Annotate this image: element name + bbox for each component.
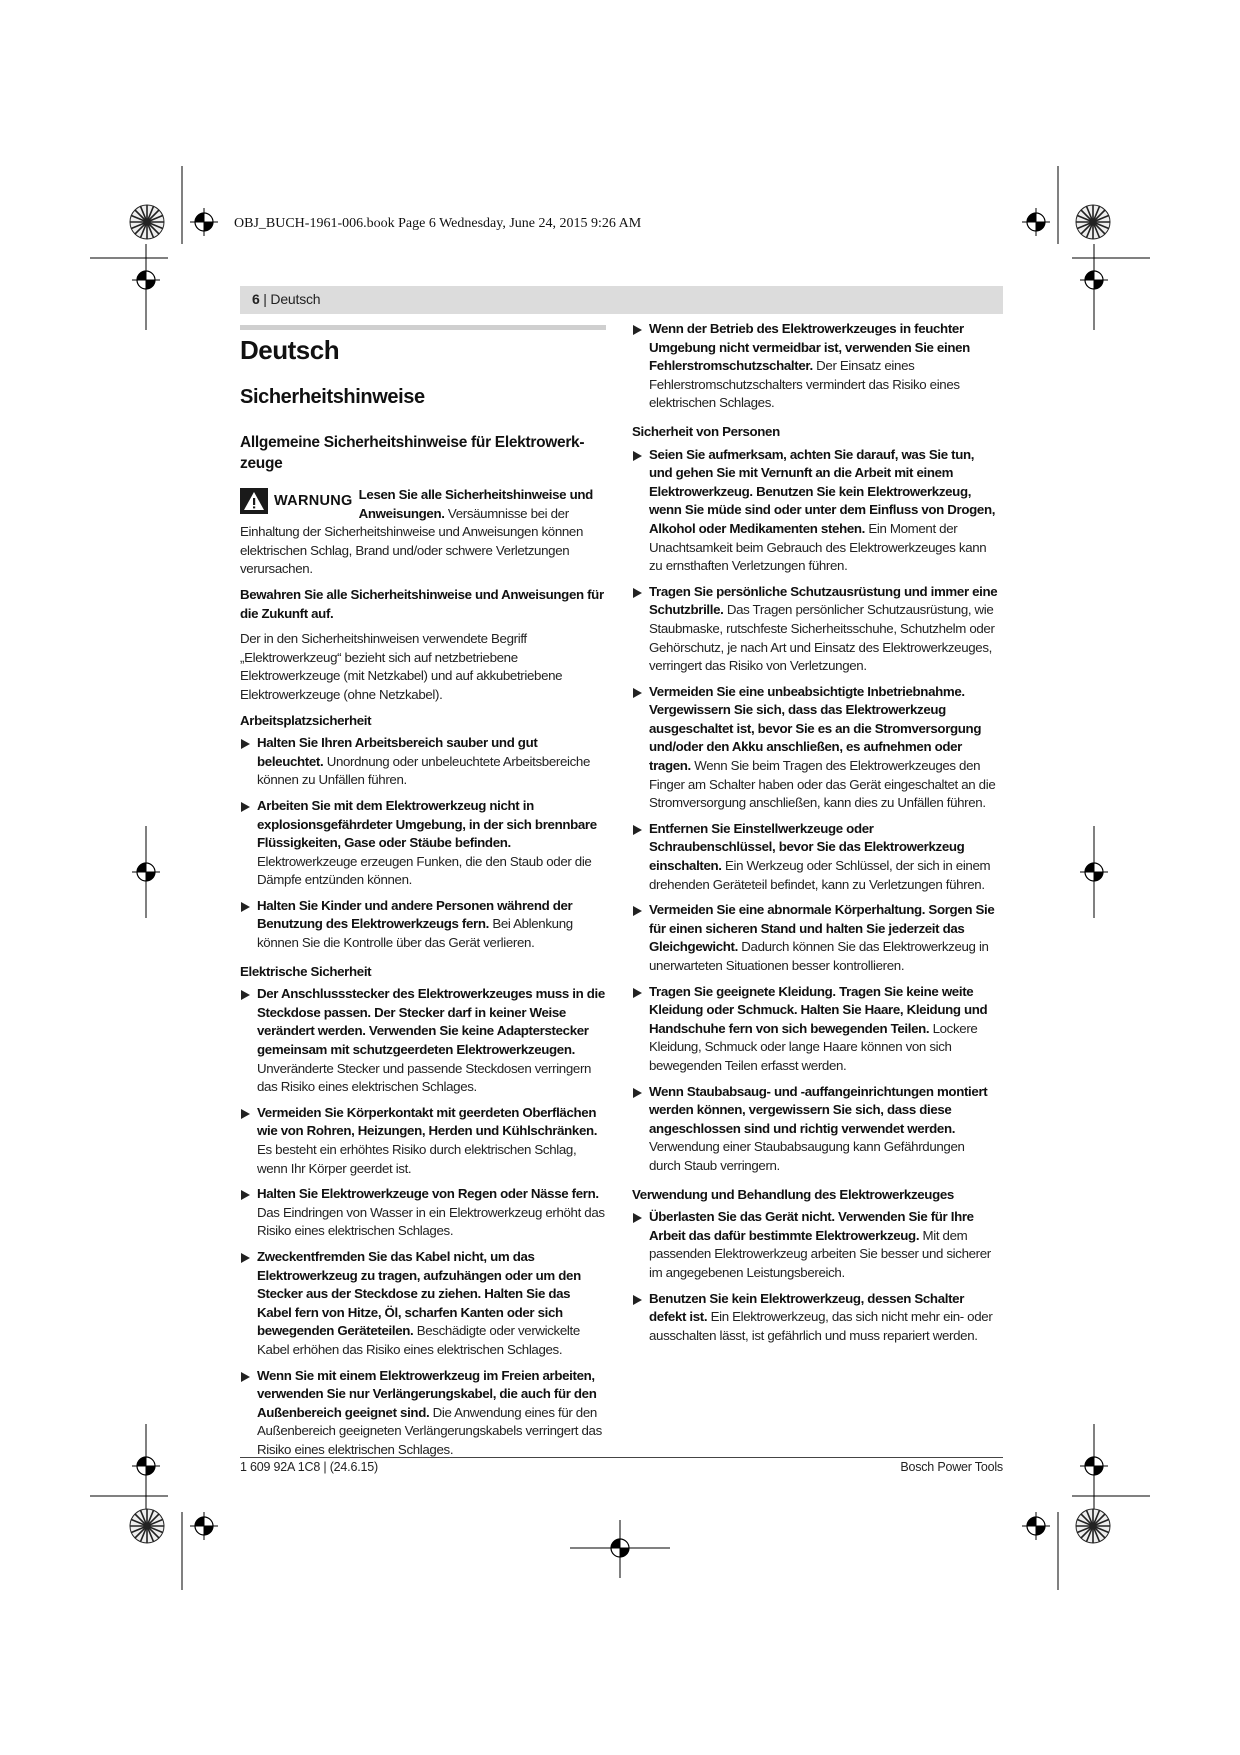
item-bold-text: Seien Sie aufmerksam, achten Sie darauf, was Sie tun, und gehen Sie mit Vernunft an die Arbeit mit einem Elektrowerkzeug. Benutzen Sie kein Elektrowerkzeug, wenn Sie müde sind oder unter dem Einfluss von Drogen, Alkohol oder Medikamenten stehen. (649, 446, 996, 536)
bullet-triangle-icon (633, 988, 642, 998)
item-text: Das Eindringen von Wasser in ein Elektrowerkzeug erhöht das Risiko eines elektrischen Schlages. (257, 1204, 605, 1239)
item-text: Beschädigte oder verwickelte Kabel erhöhen das Risiko eines elektrischen Schlages. (257, 1323, 580, 1357)
color-bar-star (130, 205, 164, 239)
bullet-triangle-icon (633, 1213, 642, 1223)
bullet-triangle-icon (241, 902, 250, 912)
bullet-triangle-icon (241, 1372, 250, 1382)
registration-target (1080, 1452, 1108, 1480)
item-bold-text: Entfernen Sie Einstellwerkzeuge oder Schraubenschlüssel, bevor Sie das Elektrowerkzeug einschalten. (649, 820, 965, 874)
safety-item (632, 446, 998, 576)
definition-text: Der in den Sicherheitshinweisen verwendete Begriff „Elektrowerkzeug“ bezieht sich auf netzbetriebene Elektrowerkzeuge (mit Netzkabel) und auf akkubetriebene Elektrowerkzeuge (ohne Netzkabel). (240, 631, 563, 702)
safety-item (632, 683, 998, 813)
bullet-triangle-icon (241, 739, 250, 749)
safety-item (632, 820, 998, 894)
item-text: Ein Moment der Unachtsamkeit beim Gebrauch des Elektrowerkzeuges kann zu ernsthaften Verletzungen führen. (649, 520, 987, 574)
file-slug: OBJ_BUCH-1961-006.book Page 6 Wednesday, June 24, 2015 9:26 AM (234, 216, 642, 231)
header-text (252, 291, 320, 307)
item-text: Die Anwendung eines für den Außenbereich geeigneten Verlängerungskabels verringert das Risiko eines elektrischen Schlages. (257, 1404, 602, 1457)
bullet-triangle-icon (241, 1109, 250, 1119)
item-text: Mit dem passenden Elektrowerkzeug arbeiten Sie besser und sicherer im angegebenen Leistungsbereich. (649, 1227, 991, 1280)
bullet-triangle-icon (633, 1295, 642, 1305)
safety-item (632, 983, 998, 1076)
left-column (240, 325, 606, 1467)
registration-target (1022, 208, 1050, 236)
subsection-heading: Elektrische Sicherheit (240, 963, 372, 979)
item-text: Elektrowerkzeuge erzeugen Funken, die den Staub oder die Dämpfe entzünden können. (257, 853, 592, 888)
header-separator: | (259, 291, 271, 307)
header-language: Deutsch (270, 291, 321, 307)
safety-item (240, 1248, 606, 1360)
item-bold-text: Halten Sie Kinder und andere Personen während der Benutzung des Elektrowerkzeugs fern. (257, 897, 573, 932)
page-number: 6 (252, 291, 260, 307)
safety-item (240, 985, 606, 1097)
bullet-triangle-icon (633, 588, 642, 598)
item-text: Wenn Sie beim Tragen des Elektrowerkzeuges den Finger am Schalter haben oder das Gerät eingeschaltet an die Stromversorgung anschließen, kann dies zu Unfällen führen. (649, 758, 996, 811)
item-text: Der Einsatz eines Fehlerstromschutzschalters vermindert das Risiko eines elektrischen Schlages. (649, 358, 960, 411)
running-header (240, 286, 1003, 314)
bullet-triangle-icon (633, 906, 642, 916)
safety-item (240, 1367, 606, 1460)
subsection-title: Allgemeine Sicherheitshinweise für Elektrowerk-zeuge (240, 434, 585, 472)
registration-target (606, 1534, 634, 1562)
bullet-triangle-icon (241, 1253, 250, 1263)
registration-target (190, 1512, 218, 1540)
right-column (632, 320, 998, 1352)
item-bold-text: Benutzen Sie kein Elektrowerkzeug, dessen Schalter defekt ist. (649, 1290, 965, 1325)
registration-target (1022, 1512, 1050, 1540)
subsection-heading: Arbeitsplatzsicherheit (240, 712, 372, 728)
item-bold-text: Überlasten Sie das Gerät nicht. Verwenden Sie für Ihre Arbeit das dafür bestimmte Elektrowerkzeug. (649, 1209, 974, 1243)
bullet-triangle-icon (633, 325, 642, 335)
safety-item (632, 1208, 998, 1282)
registration-target (132, 858, 160, 886)
registration-target (1080, 266, 1108, 294)
warning-bold-text: Lesen Sie alle Sicherheitshinweise und Anweisungen. (358, 487, 593, 521)
item-bold-text: Halten Sie Elektrowerkzeuge von Regen oder Nässe fern. (257, 1186, 599, 1202)
item-bold-text: Tragen Sie persönliche Schutzausrüstung und immer eine Schutzbrille. (649, 583, 998, 618)
keep-instructions: Bewahren Sie alle Sicherheitshinweise und Anweisungen für die Zukunft auf. (240, 586, 604, 621)
footer-rule (240, 1457, 1003, 1458)
registration-target (132, 1452, 160, 1480)
footer-brand: Bosch Power Tools (900, 1460, 1003, 1474)
color-bar-star (1076, 1509, 1110, 1543)
bullet-triangle-icon (633, 451, 642, 461)
item-text: Verwendung einer Staubabsaugung kann Gefährdungen durch Staub verringern. (649, 1139, 965, 1173)
warning-label: WARNUNG (274, 492, 353, 509)
item-text: Es besteht ein erhöhtes Risiko durch elektrischen Schlag, wenn Ihr Körper geerdet ist. (257, 1142, 577, 1176)
safety-item (632, 1083, 998, 1176)
item-bold-text: Wenn Staubabsaug- und -auffangeinrichtungen montiert werden können, vergewissern Sie sich, dass diese angeschlossen sind und richtig verwendet werden. (649, 1083, 988, 1136)
item-text: Ein Elektrowerkzeug, das sich nicht mehr ein- oder ausschalten lässt, ist gefährlich und muss repariert werden. (649, 1309, 993, 1343)
left-sections (240, 712, 606, 1460)
warning-triangle-icon (240, 488, 268, 514)
bullet-triangle-icon (633, 1088, 642, 1098)
item-text: Lockere Kleidung, Schmuck oder lange Haare können von sich bewegenden Teilen erfasst werden. (649, 1020, 978, 1073)
subsection-heading: Verwendung und Behandlung des Elektrowerkzeuges (632, 1186, 954, 1202)
item-bold-text: Der Anschlussstecker des Elektrowerkzeuges muss in die Steckdose passen. Der Stecker darf in keiner Weise verändert werden. Verwenden Sie keine Adapterstecker gemeinsam mit schutzgeerdeten Elektrowerkzeugen. (257, 986, 605, 1058)
warning-text: Versäumnisse bei der Einhaltung der Sicherheitshinweise und Anweisungen können elektrischen Schlag, Brand und/oder schwere Verletzungen verursachen. (240, 505, 584, 577)
item-bold-text: Wenn Sie mit einem Elektrowerkzeug im Freien arbeiten, verwenden Sie nur Verlängerungskabel, die auch für den Außenbereich geeignet sind. (257, 1367, 597, 1420)
bullet-triangle-icon (241, 802, 250, 812)
bullet-triangle-icon (241, 990, 250, 1000)
registration-target (190, 208, 218, 236)
safety-item (240, 1185, 606, 1241)
warning-badge (240, 488, 353, 514)
safety-item (632, 320, 998, 413)
page-title: Deutsch (240, 335, 340, 365)
safety-item (240, 1104, 606, 1178)
footer-doc-number: 1 609 92A 1C8 | (24.6.15) (240, 1460, 378, 1474)
right-sections (632, 320, 998, 1345)
item-text: Bei Ablenkung können Sie die Kontrolle über das Gerät verlieren. (257, 916, 573, 951)
item-bold-text: Vermeiden Sie eine unbeabsichtigte Inbetriebnahme. Vergewissern Sie sich, dass das Elektrowerkzeug ausgeschaltet ist, bevor Sie es an die Stromversorgung und/oder den Akku anschließen, es aufnehmen oder tragen. (649, 683, 982, 774)
item-bold-text: Halten Sie Ihren Arbeitsbereich sauber und gut beleuchtet. (257, 735, 538, 769)
safety-item (240, 734, 606, 790)
item-text: Ein Werkzeug oder Schlüssel, der sich in einem drehenden Geräteteil befindet, kann zu Verletzungen führen. (649, 858, 991, 892)
registration-target (132, 266, 160, 294)
safety-item (240, 797, 606, 890)
bullet-triangle-icon (633, 688, 642, 698)
subsection-heading: Sicherheit von Personen (632, 423, 780, 439)
registration-target (1080, 858, 1108, 886)
item-text: Unordnung oder unbeleuchtete Arbeitsbereiche können zu Unfällen führen. (257, 753, 590, 788)
safety-item (632, 583, 998, 676)
bullet-triangle-icon (241, 1190, 250, 1200)
safety-item (240, 897, 606, 953)
section-title: Sicherheitshinweise (240, 386, 425, 408)
warning-block (240, 486, 606, 579)
bullet-triangle-icon (633, 825, 642, 835)
color-bar-star (130, 1509, 164, 1543)
title-rule (240, 325, 606, 330)
item-bold-text: Arbeiten Sie mit dem Elektrowerkzeug nicht in explosionsgefährdeter Umgebung, in der sich brennbare Flüssigkeiten, Gase oder Stäube befinden. (257, 797, 597, 851)
item-bold-text: Tragen Sie geeignete Kleidung. Tragen Sie keine weite Kleidung oder Schmuck. Halten Sie Haare, Kleidung und Handschuhe fern von sich bewegenden Teilen. (649, 983, 988, 1036)
safety-item (632, 1290, 998, 1346)
item-text: Das Tragen persönlicher Schutzausrüstung, wie Staubmaske, rutschfeste Sicherheitsschuhe, Schutzhelm oder Gehörschutz, je nach Art und Einsatz des Elektrowerkzeuges, verringert das Risiko von Verletzungen. (649, 602, 995, 674)
item-bold-text: Wenn der Betrieb des Elektrowerkzeuges in feuchter Umgebung nicht vermeidbar ist, verwenden Sie einen Fehlerstromschutzschalter. (649, 321, 970, 374)
item-bold-text: Zweckentfremden Sie das Kabel nicht, um das Elektrowerkzeug zu tragen, aufzuhängen oder um den Stecker aus der Steckdose zu ziehen. Halten Sie das Kabel fern von Hitze, Öl, scharfen Kanten oder sich bewegenden Geräteteilen. (257, 1248, 581, 1339)
item-text: Dadurch können Sie das Elektrowerkzeug in unerwarteten Situationen besser kontrollieren. (649, 939, 989, 973)
item-text: Unveränderte Stecker und passende Steckdosen verringern das Risiko eines elektrischen Schlages. (257, 1060, 592, 1095)
item-bold-text: Vermeiden Sie Körperkontakt mit geerdeten Oberflächen wie von Rohren, Heizungen, Herden und Kühlschränken. (257, 1104, 598, 1139)
safety-item (632, 901, 998, 975)
color-bar-star (1076, 205, 1110, 239)
item-bold-text: Vermeiden Sie eine abnormale Körperhaltung. Sorgen Sie für einen sicheren Stand und halten Sie jederzeit das Gleichgewicht. (649, 902, 995, 955)
